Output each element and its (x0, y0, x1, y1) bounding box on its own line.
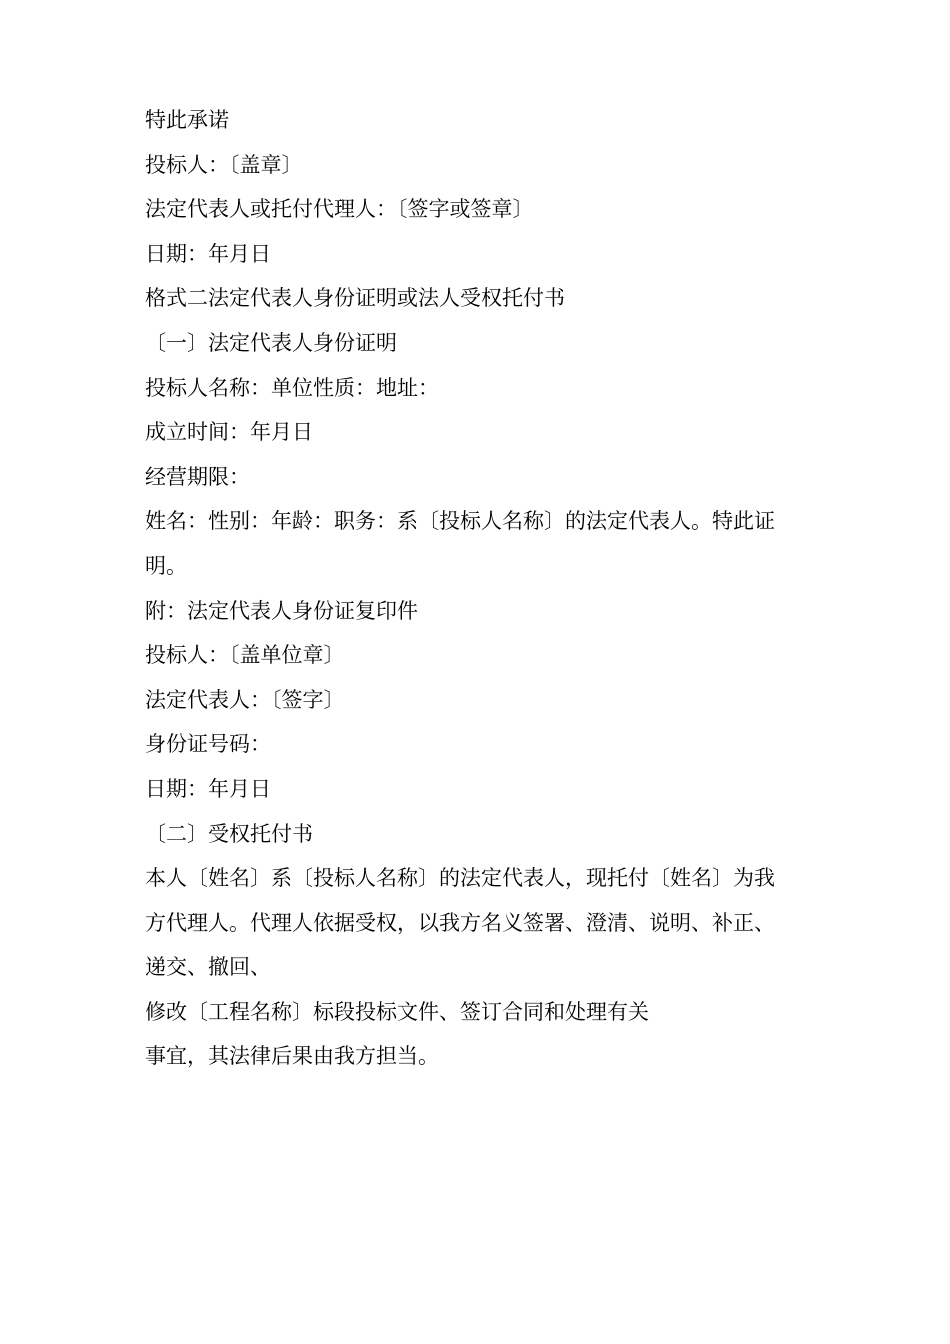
subsection-heading: 〔二〕受权托付书 (145, 821, 313, 846)
text-line: 日期：年月日 (145, 776, 271, 801)
text-line: 姓名：性别：年龄：职务：系〔投标人名称〕的法定代表人。特此证 (145, 509, 775, 534)
text-line: 成立时间：年月日 (145, 420, 313, 445)
text-line: 投标人：〔盖章〕 (145, 152, 303, 177)
subsection-heading: 〔一〕法定代表人身份证明 (145, 330, 397, 355)
text-line: 投标人：〔盖单位章〕 (145, 643, 345, 668)
text-line: 身份证号码： (145, 732, 271, 757)
text-line: 方代理人。代理人依据受权，以我方名义签署、澄清、说明、补正、 (145, 910, 775, 935)
section-heading: 格式二法定代表人身份证明或法人受权托付书 (145, 286, 565, 311)
document-body (145, 98, 825, 1079)
text-line: 递交、撤回、 (145, 955, 271, 980)
text-line: 明。 (145, 553, 187, 578)
text-line: 经营期限： (145, 464, 250, 489)
text-line: 日期：年月日 (145, 241, 271, 266)
text-line: 特此承诺 (145, 108, 229, 132)
text-line: 附：法定代表人身份证复印件 (145, 598, 418, 623)
text-line: 法定代表人：〔签字〕 (145, 687, 345, 712)
text-line: 法定代表人或托付代理人：〔签字或签章〕 (145, 197, 534, 222)
text-line: 投标人名称：单位性质：地址： (145, 375, 439, 400)
text-line: 事宜，其法律后果由我方担当。 (145, 1044, 439, 1069)
text-line: 本人〔姓名〕系〔投标人名称〕的法定代表人，现托付〔姓名〕为我 (145, 866, 775, 891)
text-line: 修改〔工程名称〕标段投标文件、签订合同和处理有关 (145, 999, 649, 1024)
